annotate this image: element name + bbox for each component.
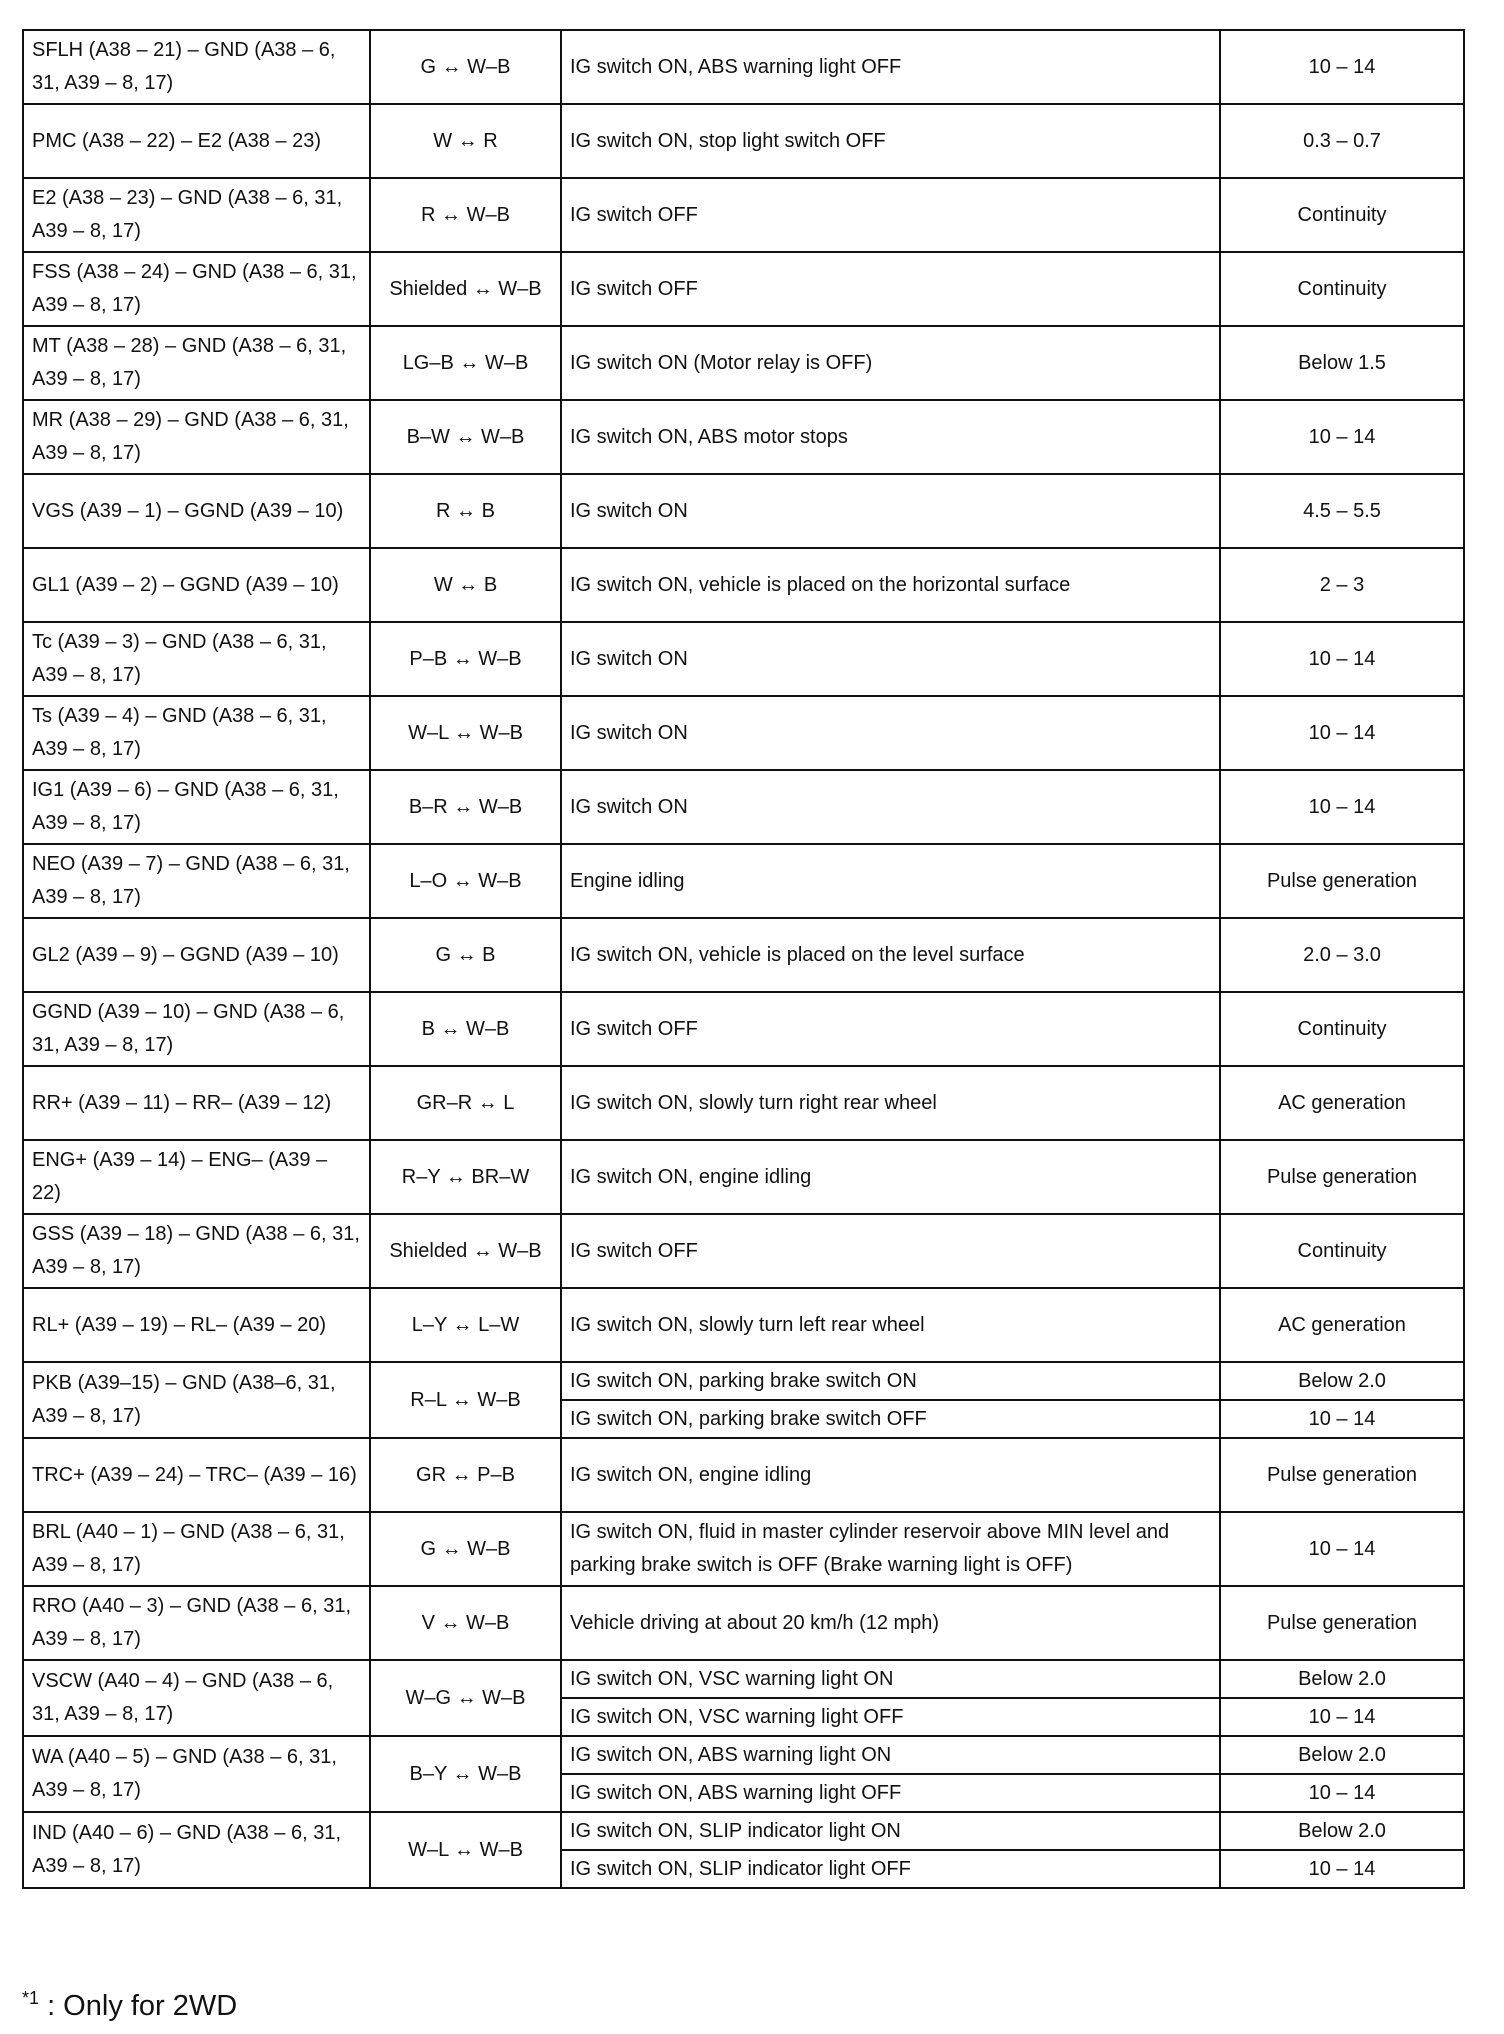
wiring-color-cell: R–Y ↔ BR–W xyxy=(370,1140,561,1214)
wiring-color-cell: W–G ↔ W–B xyxy=(370,1660,561,1736)
footnote-mark: *1 xyxy=(22,1988,40,2008)
condition-cell: IG switch ON, VSC warning light ON xyxy=(561,1660,1220,1698)
specified-value-cell: 10 – 14 xyxy=(1220,1698,1464,1736)
specified-value-cell: 10 – 14 xyxy=(1220,1850,1464,1888)
condition-cell: IG switch ON (Motor relay is OFF) xyxy=(561,326,1220,400)
wiring-color-cell: LG–B ↔ W–B xyxy=(370,326,561,400)
wiring-color-cell: B ↔ W–B xyxy=(370,992,561,1066)
table-row xyxy=(23,326,1464,400)
specified-value-cell: Pulse generation xyxy=(1220,1586,1464,1660)
terminal-cell: BRL (A40 – 1) – GND (A38 – 6, 31, A39 – 8, 17) xyxy=(23,1512,370,1586)
wiring-color-cell: GR–R ↔ L xyxy=(370,1066,561,1140)
specified-value-cell: Continuity xyxy=(1220,1214,1464,1288)
wiring-color-cell: GR ↔ P–B xyxy=(370,1438,561,1512)
terminal-cell: E2 (A38 – 23) – GND (A38 – 6, 31, A39 – 8, 17) xyxy=(23,178,370,252)
terminal-cell: RR+ (A39 – 11) – RR– (A39 – 12) xyxy=(23,1066,370,1140)
terminal-cell: NEO (A39 – 7) – GND (A38 – 6, 31, A39 – 8, 17) xyxy=(23,844,370,918)
table-row xyxy=(23,1660,1464,1698)
condition-cell: IG switch OFF xyxy=(561,252,1220,326)
terminal-cell: RRO (A40 – 3) – GND (A38 – 6, 31, A39 – 8, 17) xyxy=(23,1586,370,1660)
terminal-cell: VSCW (A40 – 4) – GND (A38 – 6, 31, A39 – 8, 17) xyxy=(23,1660,370,1736)
wiring-color-cell: W–L ↔ W–B xyxy=(370,1812,561,1888)
condition-cell: Vehicle driving at about 20 km/h (12 mph) xyxy=(561,1586,1220,1660)
specified-value-cell: 10 – 14 xyxy=(1220,400,1464,474)
condition-cell: IG switch ON, ABS warning light OFF xyxy=(561,1774,1220,1812)
specified-value-cell: 10 – 14 xyxy=(1220,30,1464,104)
condition-cell: IG switch ON, slowly turn right rear wheel xyxy=(561,1066,1220,1140)
condition-cell: IG switch ON, vehicle is placed on the horizontal surface xyxy=(561,548,1220,622)
wiring-color-cell: G ↔ W–B xyxy=(370,1512,561,1586)
specified-value-cell: 2 – 3 xyxy=(1220,548,1464,622)
table-row xyxy=(23,918,1464,992)
terminal-cell: MT (A38 – 28) – GND (A38 – 6, 31, A39 – 8, 17) xyxy=(23,326,370,400)
table-row xyxy=(23,1288,1464,1362)
specified-value-cell: Below 1.5 xyxy=(1220,326,1464,400)
condition-cell: Engine idling xyxy=(561,844,1220,918)
condition-cell: IG switch ON, ABS warning light ON xyxy=(561,1736,1220,1774)
terminal-cell: TRC+ (A39 – 24) – TRC– (A39 – 16) xyxy=(23,1438,370,1512)
specified-value-cell: Continuity xyxy=(1220,178,1464,252)
specified-value-cell: 10 – 14 xyxy=(1220,1512,1464,1586)
wiring-color-cell: Shielded ↔ W–B xyxy=(370,1214,561,1288)
wiring-color-cell: G ↔ B xyxy=(370,918,561,992)
table-row xyxy=(23,1362,1464,1400)
table-row xyxy=(23,1512,1464,1586)
wiring-color-cell: L–Y ↔ L–W xyxy=(370,1288,561,1362)
specified-value-cell: 10 – 14 xyxy=(1220,1774,1464,1812)
specified-value-cell: 0.3 – 0.7 xyxy=(1220,104,1464,178)
terminal-cell: PKB (A39–15) – GND (A38–6, 31, A39 – 8, 17) xyxy=(23,1362,370,1438)
condition-cell: IG switch OFF xyxy=(561,178,1220,252)
wiring-color-cell: W ↔ R xyxy=(370,104,561,178)
table-body xyxy=(23,30,1464,1888)
table-row xyxy=(23,992,1464,1066)
wiring-color-cell: W ↔ B xyxy=(370,548,561,622)
table-row xyxy=(23,844,1464,918)
specified-value-cell: AC generation xyxy=(1220,1288,1464,1362)
wiring-color-cell: Shielded ↔ W–B xyxy=(370,252,561,326)
table-row xyxy=(23,1066,1464,1140)
condition-cell: IG switch ON, parking brake switch OFF xyxy=(561,1400,1220,1438)
condition-cell: IG switch ON, VSC warning light OFF xyxy=(561,1698,1220,1736)
footnote xyxy=(22,1988,237,2023)
table-row xyxy=(23,104,1464,178)
wiring-color-cell: R ↔ B xyxy=(370,474,561,548)
specified-value-cell: 4.5 – 5.5 xyxy=(1220,474,1464,548)
terminal-cell: ENG+ (A39 – 14) – ENG– (A39 – 22) xyxy=(23,1140,370,1214)
specified-value-cell: Below 2.0 xyxy=(1220,1736,1464,1774)
condition-cell: IG switch ON, ABS warning light OFF xyxy=(561,30,1220,104)
condition-cell: IG switch ON, engine idling xyxy=(561,1140,1220,1214)
table-row xyxy=(23,548,1464,622)
table-row xyxy=(23,1214,1464,1288)
specified-value-cell: Pulse generation xyxy=(1220,844,1464,918)
table-row xyxy=(23,1812,1464,1850)
condition-cell: IG switch ON xyxy=(561,770,1220,844)
specified-value-cell: AC generation xyxy=(1220,1066,1464,1140)
specified-value-cell: 2.0 – 3.0 xyxy=(1220,918,1464,992)
table-row xyxy=(23,474,1464,548)
condition-cell: IG switch ON, SLIP indicator light ON xyxy=(561,1812,1220,1850)
terminal-cell: WA (A40 – 5) – GND (A38 – 6, 31, A39 – 8, 17) xyxy=(23,1736,370,1812)
table-row xyxy=(23,1586,1464,1660)
table-row xyxy=(23,1736,1464,1774)
condition-cell: IG switch ON xyxy=(561,696,1220,770)
condition-cell: IG switch ON, engine idling xyxy=(561,1438,1220,1512)
table-row xyxy=(23,252,1464,326)
table-row xyxy=(23,400,1464,474)
table-row xyxy=(23,178,1464,252)
condition-cell: IG switch ON, SLIP indicator light OFF xyxy=(561,1850,1220,1888)
wiring-color-cell: B–R ↔ W–B xyxy=(370,770,561,844)
terminal-cell: RL+ (A39 – 19) – RL– (A39 – 20) xyxy=(23,1288,370,1362)
terminal-cell: IG1 (A39 – 6) – GND (A38 – 6, 31, A39 – 8, 17) xyxy=(23,770,370,844)
specified-value-cell: Pulse generation xyxy=(1220,1140,1464,1214)
table-row xyxy=(23,30,1464,104)
wiring-color-cell: G ↔ W–B xyxy=(370,30,561,104)
terminal-cell: GL2 (A39 – 9) – GGND (A39 – 10) xyxy=(23,918,370,992)
condition-cell: IG switch ON, slowly turn left rear wheel xyxy=(561,1288,1220,1362)
wiring-color-cell: B–Y ↔ W–B xyxy=(370,1736,561,1812)
wiring-color-cell: R ↔ W–B xyxy=(370,178,561,252)
specified-value-cell: Pulse generation xyxy=(1220,1438,1464,1512)
specified-value-cell: 10 – 14 xyxy=(1220,696,1464,770)
condition-cell: IG switch ON, ABS motor stops xyxy=(561,400,1220,474)
condition-cell: IG switch ON, stop light switch OFF xyxy=(561,104,1220,178)
terminal-cell: PMC (A38 – 22) – E2 (A38 – 23) xyxy=(23,104,370,178)
wiring-color-cell: W–L ↔ W–B xyxy=(370,696,561,770)
specified-value-cell: 10 – 14 xyxy=(1220,1400,1464,1438)
terminal-cell: SFLH (A38 – 21) – GND (A38 – 6, 31, A39 – 8, 17) xyxy=(23,30,370,104)
footnote-text: : Only for 2WD xyxy=(39,1990,238,2022)
condition-cell: IG switch ON xyxy=(561,474,1220,548)
table-row xyxy=(23,696,1464,770)
table-row xyxy=(23,1438,1464,1512)
specified-value-cell: Below 2.0 xyxy=(1220,1362,1464,1400)
terminal-cell: GL1 (A39 – 2) – GGND (A39 – 10) xyxy=(23,548,370,622)
specified-value-cell: 10 – 14 xyxy=(1220,622,1464,696)
specified-value-cell: Continuity xyxy=(1220,252,1464,326)
terminal-cell: VGS (A39 – 1) – GGND (A39 – 10) xyxy=(23,474,370,548)
condition-cell: IG switch OFF xyxy=(561,992,1220,1066)
wiring-color-cell: B–W ↔ W–B xyxy=(370,400,561,474)
condition-cell: IG switch ON, fluid in master cylinder reservoir above MIN level and parking brake switch is OFF (Brake warning light is OFF) xyxy=(561,1512,1220,1586)
terminal-cell: MR (A38 – 29) – GND (A38 – 6, 31, A39 – 8, 17) xyxy=(23,400,370,474)
condition-cell: IG switch ON, parking brake switch ON xyxy=(561,1362,1220,1400)
terminal-check-table xyxy=(22,29,1465,1889)
table-row xyxy=(23,622,1464,696)
wiring-color-cell: R–L ↔ W–B xyxy=(370,1362,561,1438)
table-row xyxy=(23,1140,1464,1214)
condition-cell: IG switch ON, vehicle is placed on the level surface xyxy=(561,918,1220,992)
specified-value-cell: 10 – 14 xyxy=(1220,770,1464,844)
terminal-cell: FSS (A38 – 24) – GND (A38 – 6, 31, A39 – 8, 17) xyxy=(23,252,370,326)
table-row xyxy=(23,770,1464,844)
wiring-color-cell: L–O ↔ W–B xyxy=(370,844,561,918)
specified-value-cell: Continuity xyxy=(1220,992,1464,1066)
specified-value-cell: Below 2.0 xyxy=(1220,1660,1464,1698)
terminal-cell: GSS (A39 – 18) – GND (A38 – 6, 31, A39 – 8, 17) xyxy=(23,1214,370,1288)
condition-cell: IG switch OFF xyxy=(561,1214,1220,1288)
terminal-cell: IND (A40 – 6) – GND (A38 – 6, 31, A39 – 8, 17) xyxy=(23,1812,370,1888)
condition-cell: IG switch ON xyxy=(561,622,1220,696)
terminal-cell: Ts (A39 – 4) – GND (A38 – 6, 31, A39 – 8, 17) xyxy=(23,696,370,770)
terminal-cell: GGND (A39 – 10) – GND (A38 – 6, 31, A39 – 8, 17) xyxy=(23,992,370,1066)
specified-value-cell: Below 2.0 xyxy=(1220,1812,1464,1850)
wiring-color-cell: P–B ↔ W–B xyxy=(370,622,561,696)
wiring-color-cell: V ↔ W–B xyxy=(370,1586,561,1660)
terminal-cell: Tc (A39 – 3) – GND (A38 – 6, 31, A39 – 8, 17) xyxy=(23,622,370,696)
